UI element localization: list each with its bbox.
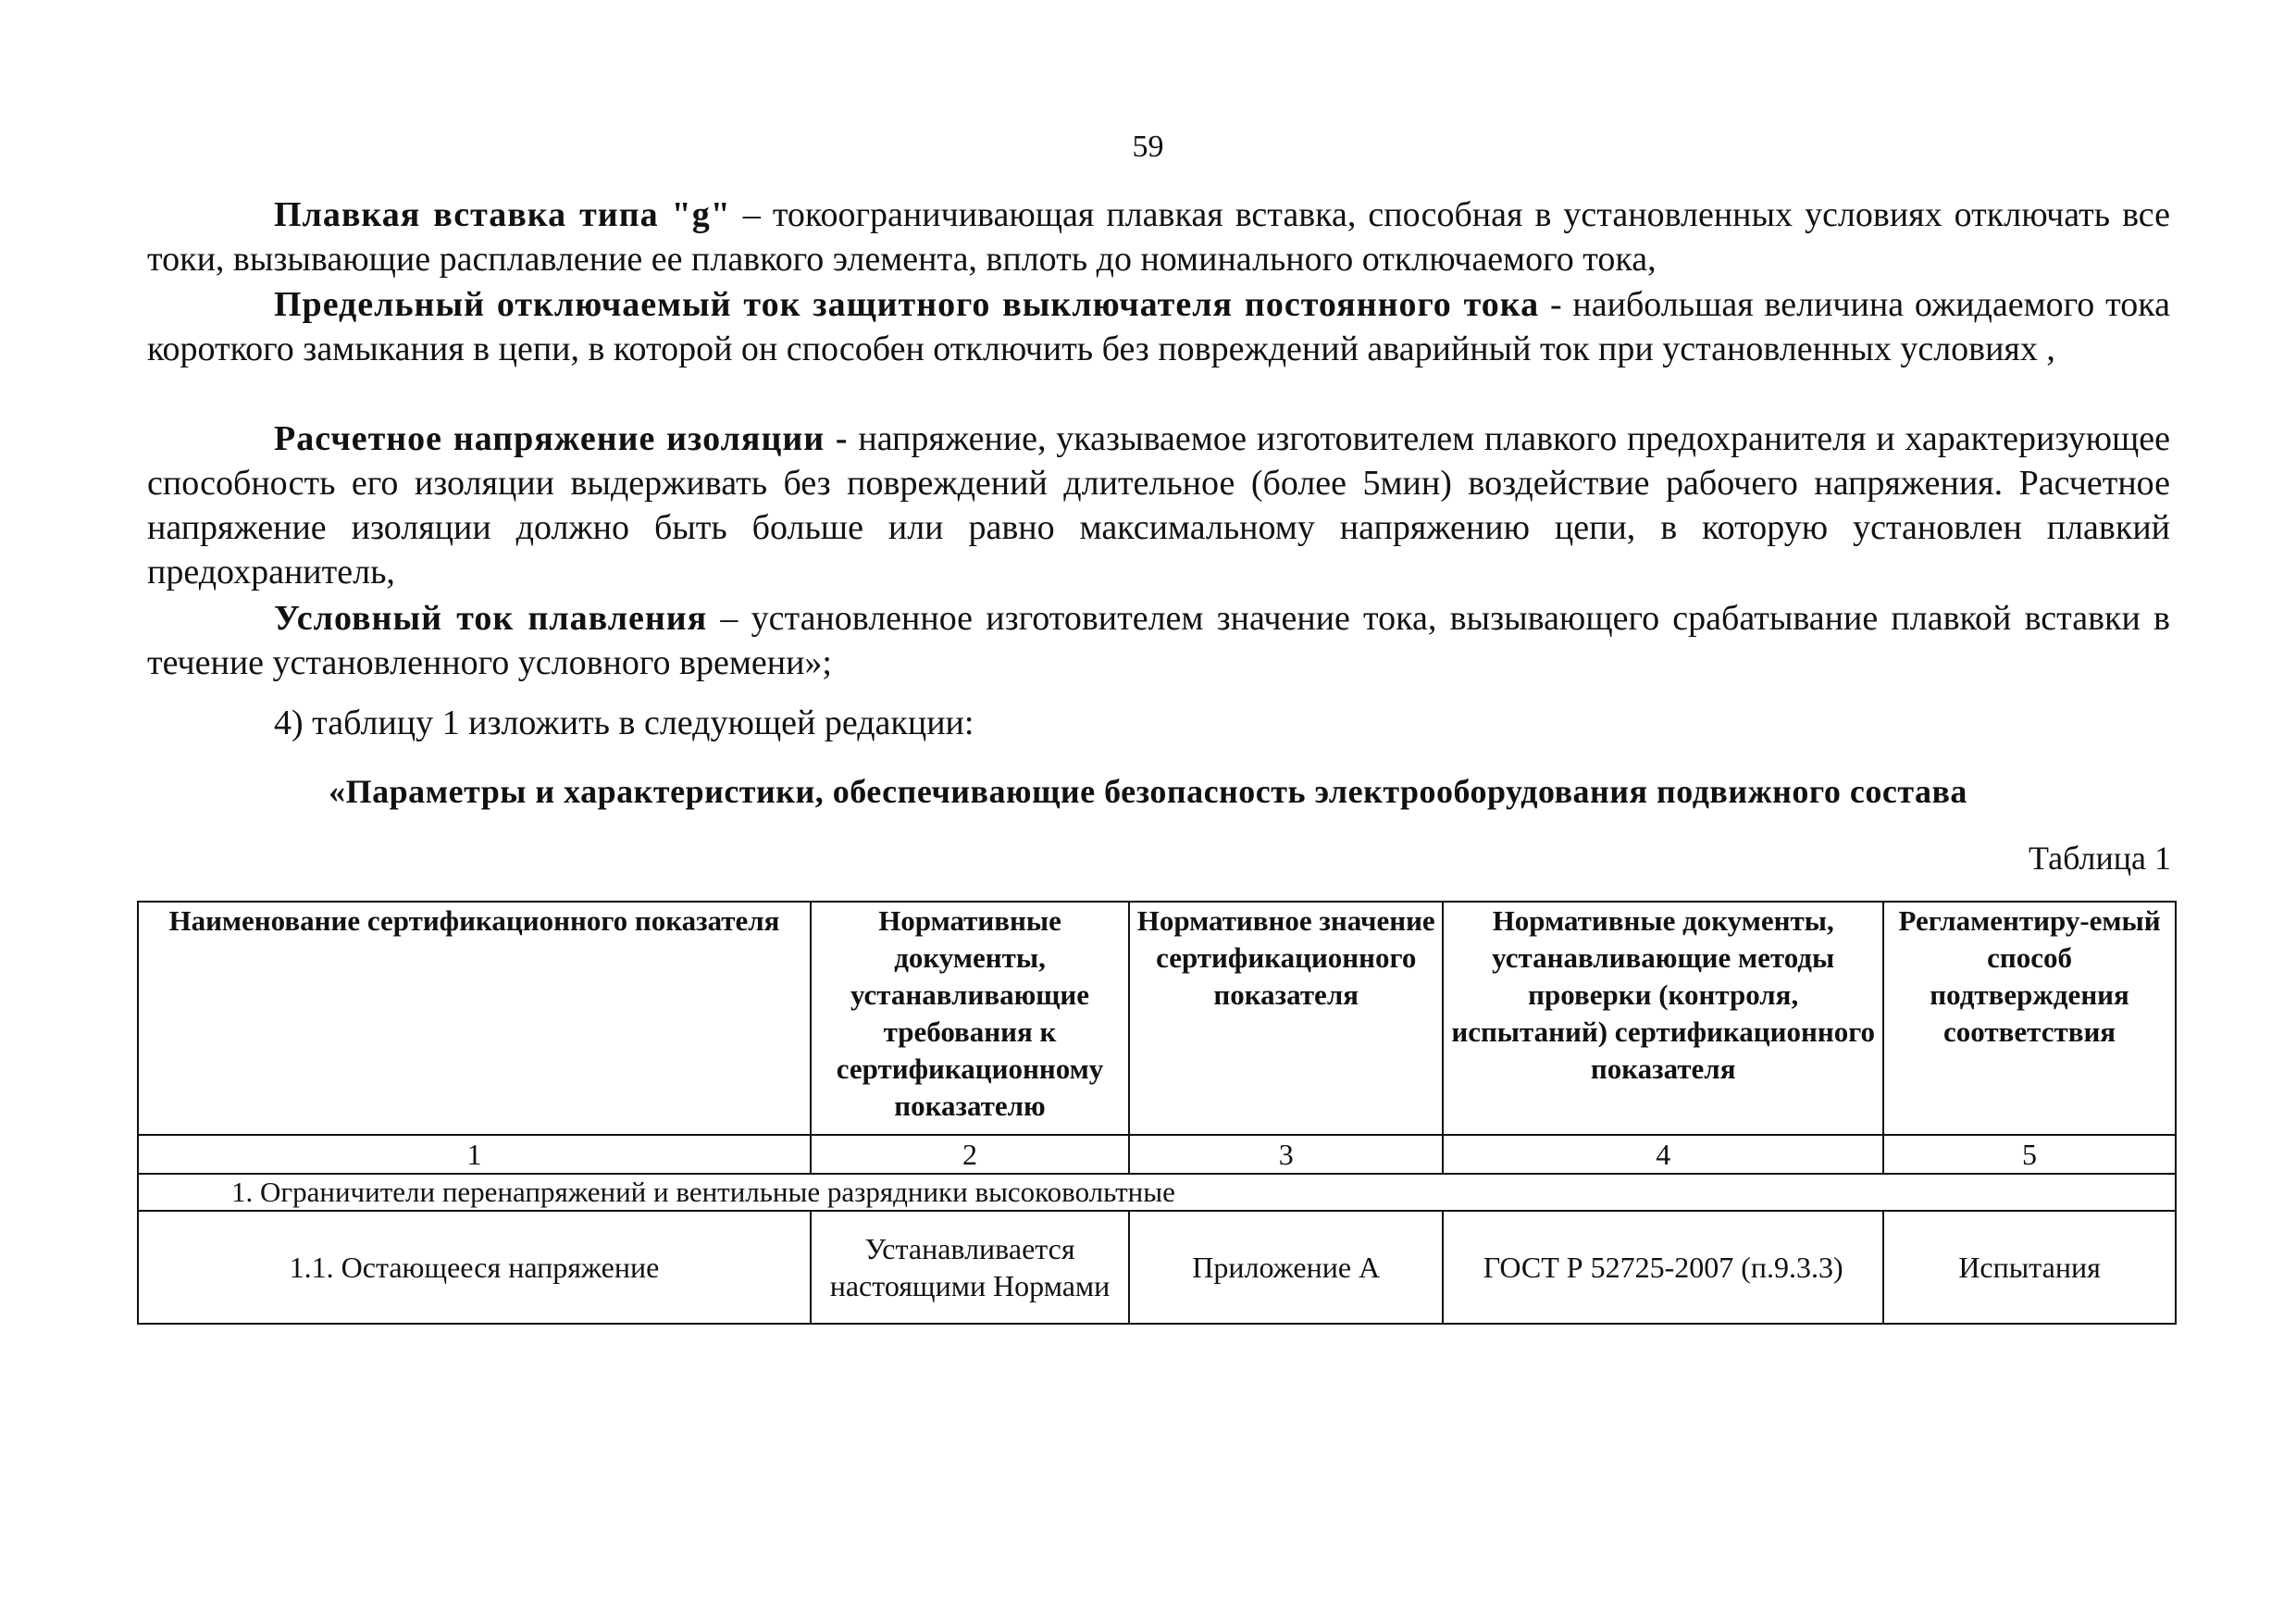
definition-text: напряжение, указываемое изготовителем плавкого предохранителя и характеризующее способность его изоляции выдерживать без повреждений длительное (более 5мин) воздействие рабочего напряжения. Расчетное напряжение изоляции должно быть больше или равно максимальному напряжению цепи, в которую установлен плавкий предохранитель, xyxy=(147,419,2170,592)
definition-insulation-voltage xyxy=(147,417,2170,594)
definition-text: - наибольшая величина ожидаемого тока короткого замыкания в цепи, в которой он способен отключить без повреждений аварийный ток при установленных условиях , xyxy=(147,285,2170,368)
definition-term: Расчетное напряжение изоляции - xyxy=(274,419,849,458)
definition-breaking-current xyxy=(147,282,2170,371)
item-4-text: 4) таблицу 1 изложить в следующей редакции: xyxy=(274,704,974,742)
table-caption: Таблица 1 xyxy=(2029,840,2171,877)
header-indicator-name: Наименование сертификационного показателя xyxy=(138,902,811,1135)
column-number: 2 xyxy=(811,1135,1129,1174)
cell-indicator: 1.1. Остающееся напряжение xyxy=(138,1211,811,1324)
page-number: 59 xyxy=(1132,130,1164,164)
definition-term: Условный ток плавления xyxy=(274,599,708,638)
column-number: 3 xyxy=(1129,1135,1443,1174)
definition-fusing-current xyxy=(147,596,2170,685)
cell-confirmation-method: Испытания xyxy=(1883,1211,2176,1324)
certification-table xyxy=(137,901,2177,1325)
column-number: 5 xyxy=(1883,1135,2176,1174)
section-title: 1. Ограничители перенапряжений и вентильные разрядники высоковольтные xyxy=(138,1174,2176,1211)
definition-text: – токоограничивающая плавкая вставка, способная в установленных условиях отключать все токи, вызывающие расплавление ее плавкого элемента, вплоть до номинального отключаемого тока, xyxy=(147,195,2170,279)
column-number: 1 xyxy=(138,1135,811,1174)
table-title: «Параметры и характеристики, обеспечивающие безопасность электрооборудования подвижного состава xyxy=(329,773,1967,810)
header-confirmation-method: Регламентиру-емый способ подтверждения соответствия xyxy=(1883,902,2176,1135)
definition-term: Предельный отключаемый ток защитного выключателя постоянного тока xyxy=(274,285,1540,324)
column-number: 4 xyxy=(1443,1135,1883,1174)
header-requirement-docs: Нормативные документы, устанавливающие требования к сертификационному показателю xyxy=(811,902,1129,1135)
header-method-docs: Нормативные документы, устанавливающие методы проверки (контроля, испытаний) сертификационного показателя xyxy=(1443,902,1883,1135)
table-header-row xyxy=(138,902,2176,1135)
item-4-instruction xyxy=(147,701,2170,745)
definition-term: Плавкая вставка типа "g" xyxy=(274,195,731,234)
header-normative-value: Нормативное значение сертификационного показателя xyxy=(1129,902,1443,1135)
table-row xyxy=(138,1211,2176,1324)
section-row xyxy=(138,1174,2176,1211)
cell-requirement-docs: Устанавливается настоящими Нормами xyxy=(811,1211,1129,1324)
definition-text: – установленное изготовителем значение тока, вызывающего срабатывание плавкой вставки в течение установленного условного времени»; xyxy=(147,599,2170,682)
column-number-row xyxy=(138,1135,2176,1174)
definition-g-fuse-link xyxy=(147,193,2170,281)
cell-normative-value: Приложение А xyxy=(1129,1211,1443,1324)
cell-method-docs: ГОСТ Р 52725-2007 (п.9.3.3) xyxy=(1443,1211,1883,1324)
